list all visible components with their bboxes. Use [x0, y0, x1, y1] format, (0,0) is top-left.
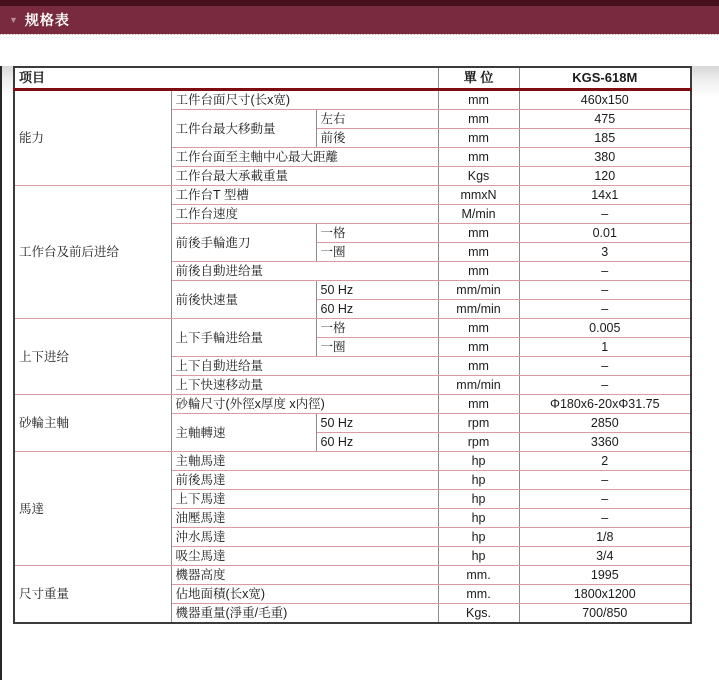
- unit-cell: mmxN: [438, 186, 519, 205]
- spec-item: 沖水馬達: [171, 528, 438, 547]
- section-header[interactable]: [0, 0, 719, 34]
- value-cell: 2850: [519, 414, 691, 433]
- spec-item: 工作台最大承載重量: [171, 167, 438, 186]
- spec-item: 前後手輪進刀: [171, 224, 316, 262]
- unit-cell: mm: [438, 129, 519, 148]
- unit-cell: Kgs.: [438, 604, 519, 624]
- table-row: [14, 186, 691, 205]
- spec-item: 工件台最大移動量: [171, 110, 316, 148]
- value-cell: 1800x1200: [519, 585, 691, 604]
- dotted-divider: [0, 34, 719, 35]
- spec-item: 上下手輪进给量: [171, 319, 316, 357]
- spec-item: 油壓馬達: [171, 509, 438, 528]
- table-row: [14, 319, 691, 338]
- value-cell: 120: [519, 167, 691, 186]
- unit-cell: mm: [438, 319, 519, 338]
- spec-subitem: 一格: [316, 319, 438, 338]
- spec-subitem: 50 Hz: [316, 281, 438, 300]
- spec-table: [13, 66, 692, 624]
- unit-cell: mm/min: [438, 376, 519, 395]
- spec-subitem: 一圈: [316, 338, 438, 357]
- unit-cell: mm: [438, 224, 519, 243]
- value-cell: 700/850: [519, 604, 691, 624]
- unit-cell: mm: [438, 243, 519, 262]
- value-cell: –: [519, 376, 691, 395]
- spec-subitem: 60 Hz: [316, 433, 438, 452]
- section-title: 规格表: [24, 12, 70, 28]
- header-model: KGS-618M: [519, 67, 691, 90]
- value-cell: 1: [519, 338, 691, 357]
- content-area: [0, 66, 719, 680]
- value-cell: 0.005: [519, 319, 691, 338]
- spec-item: 工作台速度: [171, 205, 438, 224]
- value-cell: –: [519, 205, 691, 224]
- spec-subitem: 50 Hz: [316, 414, 438, 433]
- table-header-row: [14, 67, 691, 90]
- table-row: [14, 452, 691, 471]
- value-cell: –: [519, 281, 691, 300]
- value-cell: 14x1: [519, 186, 691, 205]
- unit-cell: mm: [438, 338, 519, 357]
- value-cell: –: [519, 357, 691, 376]
- value-cell: Φ180x6-20xΦ31.75: [519, 395, 691, 414]
- group-label: 馬達: [14, 452, 171, 566]
- spec-item: 工作台T 型槽: [171, 186, 438, 205]
- unit-cell: mm: [438, 110, 519, 129]
- unit-cell: rpm: [438, 414, 519, 433]
- group-label: 上下进给: [14, 319, 171, 395]
- unit-cell: mm.: [438, 566, 519, 585]
- unit-cell: mm: [438, 148, 519, 167]
- unit-cell: mm/min: [438, 281, 519, 300]
- spec-item: 機器重量(淨重/毛重): [171, 604, 438, 624]
- spec-item: 主軸馬達: [171, 452, 438, 471]
- value-cell: 460x150: [519, 90, 691, 110]
- unit-cell: mm: [438, 395, 519, 414]
- spec-subitem: 一格: [316, 224, 438, 243]
- table-row: [14, 395, 691, 414]
- unit-cell: hp: [438, 528, 519, 547]
- unit-cell: mm: [438, 357, 519, 376]
- spec-item: 前後馬達: [171, 471, 438, 490]
- spec-item: 砂輪尺寸(外徑x厚度 x内徑): [171, 395, 438, 414]
- unit-cell: hp: [438, 509, 519, 528]
- table-row: [14, 90, 691, 110]
- value-cell: –: [519, 300, 691, 319]
- group-label: 砂輪主軸: [14, 395, 171, 452]
- value-cell: 3/4: [519, 547, 691, 566]
- unit-cell: M/min: [438, 205, 519, 224]
- spec-item: 工件台面尺寸(长x宽): [171, 90, 438, 110]
- value-cell: 1/8: [519, 528, 691, 547]
- unit-cell: hp: [438, 452, 519, 471]
- value-cell: 380: [519, 148, 691, 167]
- unit-cell: Kgs: [438, 167, 519, 186]
- header-item: 项目: [14, 67, 438, 90]
- spec-item: 吸尘馬達: [171, 547, 438, 566]
- group-label: 能力: [14, 90, 171, 186]
- value-cell: 2: [519, 452, 691, 471]
- spec-item: 工作台面至主軸中心最大距離: [171, 148, 438, 167]
- unit-cell: hp: [438, 490, 519, 509]
- spec-item: 佔地面積(长x宽): [171, 585, 438, 604]
- spec-item: 上下自動进给量: [171, 357, 438, 376]
- unit-cell: mm: [438, 262, 519, 281]
- spec-item: 主軸轉速: [171, 414, 316, 452]
- spec-item: 前後自動进给量: [171, 262, 438, 281]
- spec-item: 機器高度: [171, 566, 438, 585]
- unit-cell: rpm: [438, 433, 519, 452]
- spec-subitem: 60 Hz: [316, 300, 438, 319]
- spec-item: 上下馬達: [171, 490, 438, 509]
- spec-item: 前後快速量: [171, 281, 316, 319]
- unit-cell: hp: [438, 547, 519, 566]
- spec-item: 上下快速移动量: [171, 376, 438, 395]
- table-row: [14, 566, 691, 585]
- spec-subitem: 左右: [316, 110, 438, 129]
- value-cell: 1995: [519, 566, 691, 585]
- value-cell: 0.01: [519, 224, 691, 243]
- unit-cell: hp: [438, 471, 519, 490]
- group-label: 工作台及前后进给: [14, 186, 171, 319]
- spec-subitem: 前後: [316, 129, 438, 148]
- value-cell: –: [519, 262, 691, 281]
- value-cell: –: [519, 471, 691, 490]
- value-cell: –: [519, 490, 691, 509]
- unit-cell: mm: [438, 90, 519, 110]
- spec-subitem: 一圈: [316, 243, 438, 262]
- value-cell: 3: [519, 243, 691, 262]
- collapse-triangle-icon: ▼: [9, 15, 18, 25]
- unit-cell: mm.: [438, 585, 519, 604]
- value-cell: 3360: [519, 433, 691, 452]
- value-cell: 185: [519, 129, 691, 148]
- group-label: 尺寸重量: [14, 566, 171, 624]
- value-cell: 475: [519, 110, 691, 129]
- header-unit: 單 位: [438, 67, 519, 90]
- value-cell: –: [519, 509, 691, 528]
- unit-cell: mm/min: [438, 300, 519, 319]
